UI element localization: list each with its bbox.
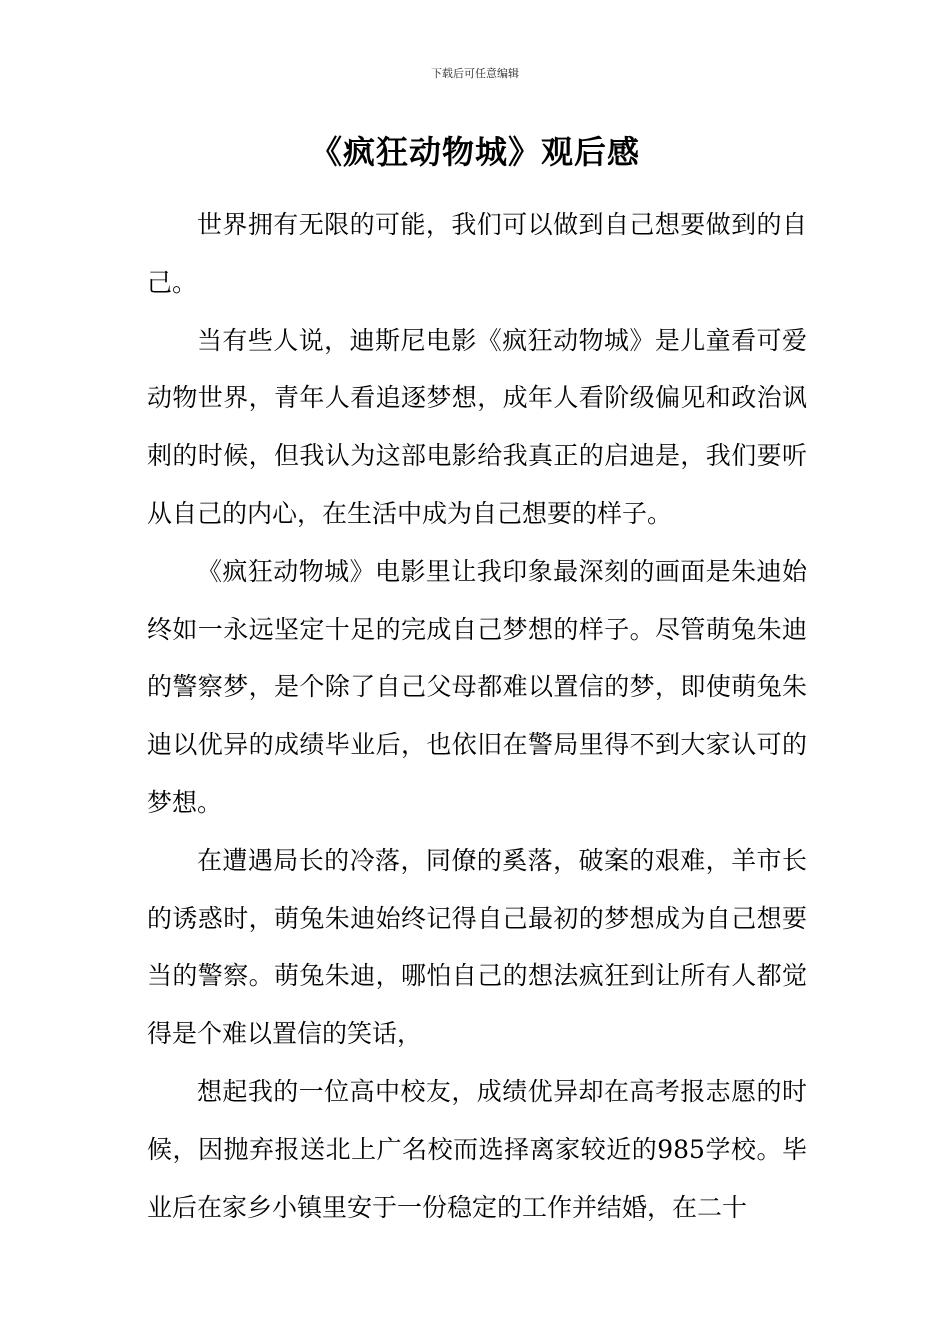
page-header: 下载后可任意编辑: [431, 67, 519, 80]
paragraph: 当有些人说，迪斯尼电影《疯狂动物城》是儿童看可爱动物世界，青年人看追逐梦想，成年人看阶级偏见和政治讽刺的时候，但我认为这部电影给我真正的启迪是，我们要听从自己的内心，在生活中成为自己想要的样子。: [147, 325, 807, 528]
document-body: [147, 196, 807, 1236]
paragraph: 世界拥有无限的可能，我们可以做到自己想要做到的自己。: [147, 210, 807, 297]
paragraph: 想起我的一位高中校友，成绩优异却在高考报志愿的时候，因抛弃报送北上广名校而选择离家较近的985学校。毕业后在家乡小镇里安于一份稳定的工作并结婚，在二十: [147, 1076, 807, 1222]
document-title: 《疯狂动物城》观后感: [309, 133, 640, 171]
paragraph: 在遭遇局长的冷落，同僚的奚落，破案的艰难，羊市长的诱惑时，萌兔朱迪始终记得自己最初的梦想成为自己想要当的警察。萌兔朱迪，哪怕自己的想法疯狂到让所有人都觉得是个难以置信的笑话，: [147, 845, 807, 1049]
paragraph: 《疯狂动物城》电影里让我印象最深刻的画面是朱迪始终如一永远坚定十足的完成自己梦想的样子。尽管萌兔朱迪的警察梦，是个除了自己父母都难以置信的梦，即使萌兔朱迪以优异的成绩毕业后，也依旧在警局里得不到大家认可的梦想。: [147, 556, 807, 817]
